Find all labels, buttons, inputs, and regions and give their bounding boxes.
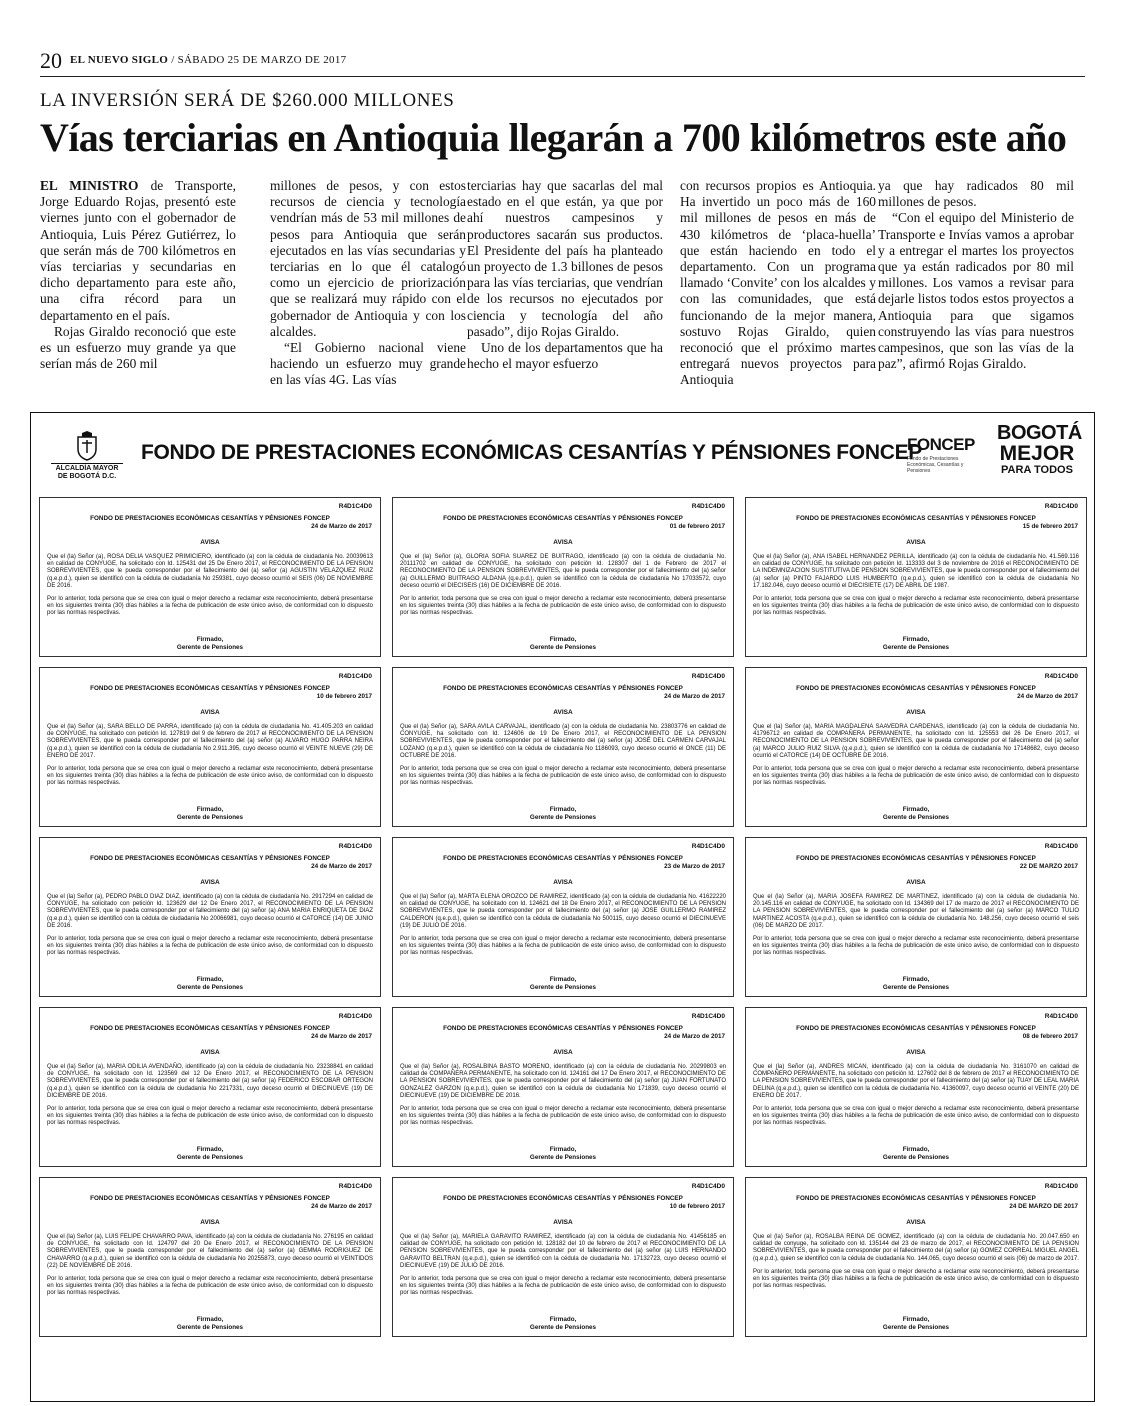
notice-card [392,1007,734,1167]
foncep-advertisement [30,412,1095,1402]
notice-card [745,837,1087,997]
notice-code: R4D1C4D0 [338,843,372,850]
signer-title: Gerente de Pensiones [882,1154,950,1161]
notice-text: Que el (la) Señor (a), SARA BELLO DE PARRA, identificado (a) con la cédula de ciudadanía No. 41.405.203 en calidad de CONYUGE, ha solicitado con petición Id. 127819 del 9 de febrero de 2017 el RECONOCIMIENTO DE LA PENSION SOBREVIVIENTES, que le pueda corresponder por el fallecimiento del (a) señor (a) ALVARO HUGO PARRA NEIRA (q.e.p.d.), quien se identificó con la cédula de ciudadanía No 2.911.395, cuyo deceso ocurrió el VEINTE NUEVE (29) DE ENERO DE 2017. [47,724,373,759]
notice-code: R4D1C4D0 [691,843,725,850]
page-header [40,48,1085,77]
notice-avisa: AVISA [200,1049,220,1056]
notice-text: Que el (la) Señor (a), ANA ISABEL HERNANDEZ PERILLA, identificado (a) con la cédula de ciudadanía No. 41.569.116 en calidad de CONYUGE, ha solicitado con petición Id. 113333 del 3 de noviembre de 2016 el RECONOCIMIENTO DE LA INDEMNIZACION SUSTITUTIVA DE PENSION SOBREVIVIENTES, que le pueda corresponder por el fallecimiento del (a) señor (a) PINTO FAJARDO LUIS HUMBERTO (q.e.p.d.), quien se identificó con la cédula de ciudadanía No 17.182.046, cuyo deceso ocurrió el DIECISIETE (17) DE ABRIL DE 1987. [753,554,1079,589]
notice-signature [393,1146,733,1162]
paragraph: Uno de los departamentos que ha hecho el mayor esfuerzo [467,340,663,372]
notice-closing: Por lo anterior, toda persona que se crea con igual o mejor derecho a reclamar este reconocimiento, deberá presentarse en los siguientes treinta (30) días hábiles a la fecha de publicación de este único aviso, de conformidad con lo dispuesto por las normas respectivas. [753,1268,1079,1290]
notice-body [400,1234,726,1304]
notice-code: R4D1C4D0 [1044,1013,1078,1020]
signed-label: Firmado, [549,1146,577,1153]
notice-date: 01 de febrero 2017 [669,523,725,530]
notice-avisa: AVISA [906,709,926,716]
notice-title: FONDO DE PRESTACIONES ECONÓMICAS CESANTÍAS Y PÉNSIONES FONCEP [90,515,330,522]
notice-date: 24 de Marzo de 2017 [664,1033,725,1040]
signed-label: Firmado, [902,976,930,983]
notice-title: FONDO DE PRESTACIONES ECONÓMICAS CESANTÍAS Y PÉNSIONES FONCEP [90,1025,330,1032]
notice-closing: Por lo anterior, toda persona que se crea con igual o mejor derecho a reclamar este reconocimiento, deberá presentarse en los siguientes treinta (30) días hábiles a la fecha de publicación de este único aviso, de conformidad con lo dispuesto por las normas respectivas. [400,596,726,617]
foncep-logo-text: FONCEP [907,435,975,454]
notice-text: Que el (la) Señor (a), GLORIA SOFIA SUAREZ DE BUITRAGO, identificado (a) con la cédula de ciudadanía No. 20111702 en calidad de CONYUGE, ha solicitado con petición Id. 128307 del 1 de Febrero de 2017 el RECONOCIMIENTO DE LA PENSION SOBREVIVIENTES, que le pueda corresponder por el fallecimiento del (a) señor (a) GUILLERMO BUITRAGO ALDANA (q.e.p.d.), quien se identificó con la cédula de ciudadanía No 17033572, cuyo deceso ocurrió el DIECISEIS (16) DE DICIEMBRE DE 2016. [400,554,726,589]
notice-body [753,1234,1079,1296]
notice-text: Que el (la) Señor (a), ROSALBINA BASTO MORENO, identificado (a) con la cédula de ciudadanía No. 20299803 en calidad de COMPAÑERA PERMANENTE, ha solicitado con Id. 124161 del 17 De Enero 2017, el RECONOCIMIENTO DE LA PENSION SOBREVIVIENTES, que le pueda corresponder por el fallecimiento del (a) señor (a) JUAN FORTUNATO GONZALEZ GARZON (q.e.p.d.), quien se identificó con la cédula de ciudadanía No 171839, cuyo deceso ocurrió el DIECINUEVE (19) DE DICIEMBRE DE 2016. [400,1064,726,1099]
signed-label: Firmado, [549,806,577,813]
notice-title: FONDO DE PRESTACIONES ECONÓMICAS CESANTÍAS Y PÉNSIONES FONCEP [796,855,1036,862]
notice-avisa: AVISA [200,1219,220,1226]
alcaldia-logo [51,431,123,481]
notice-signature [40,806,380,822]
notice-card [392,837,734,997]
notice-signature [40,636,380,652]
notice-title: FONDO DE PRESTACIONES ECONÓMICAS CESANTÍAS Y PÉNSIONES FONCEP [443,515,683,522]
paragraph: Rojas Giraldo reconoció que este es un esfuerzo muy grande ya que serían más de 260 mil [40,323,236,372]
notice-body [753,1064,1079,1134]
notice-signature [393,976,733,992]
signer-title: Gerente de Pensiones [529,644,597,651]
notice-title: FONDO DE PRESTACIONES ECONÓMICAS CESANTÍAS Y PÉNSIONES FONCEP [443,685,683,692]
notice-closing: Por lo anterior, toda persona que se crea con igual o mejor derecho a reclamar este reconocimiento, deberá presentarse en los siguientes treinta (30) días hábiles a la fecha de publicación de este único aviso, de conformidad con lo dispuesto por las normas respectivas. [400,936,726,957]
notice-card [39,667,381,827]
notice-code: R4D1C4D0 [691,1183,725,1190]
notice-card [39,1177,381,1337]
signed-label: Firmado, [196,976,224,983]
notice-date: 24 DE MARZO DE 2017 [1009,1203,1078,1210]
article-kicker: LA INVERSIÓN SERÁ DE $260.000 MILLONES [40,90,455,111]
notice-signature [746,976,1086,992]
notice-title: FONDO DE PRESTACIONES ECONÓMICAS CESANTÍAS Y PÉNSIONES FONCEP [90,685,330,692]
bogota-shield-icon [76,431,98,461]
paragraph: EL MINISTRO de Transporte, Jorge Eduardo Rojas, presentó este viernes junto con el gobernador de Antioquia, Luis Pérez Gutiérrez, lo que serán más de 700 kilómetros en vías terciarias y secundarias en dicho departamento para este año, una cifra récord para un departamento en el país. [40,178,236,323]
notice-date: 24 de Marzo de 2017 [664,693,725,700]
notice-closing: Por lo anterior, toda persona que se crea con igual o mejor derecho a reclamar este reconocimiento, deberá presentarse en los siguientes treinta (30) días hábiles a la fecha de publicación de este único aviso, de conformidad con lo dispuesto por las normas respectivas. [753,596,1079,617]
notice-title: FONDO DE PRESTACIONES ECONÓMICAS CESANTÍAS Y PÉNSIONES FONCEP [796,1195,1036,1202]
notice-closing: Por lo anterior, toda persona que se crea con igual o mejor derecho a reclamar este reconocimiento, deberá presentarse en los siguientes treinta (30) días hábiles a la fecha de publicación de este único aviso, de conformidad con lo dispuesto por las normas respectivas. [400,1276,726,1297]
notice-text: Que el (la) Señor (a), MARIA ODILIA AVENDAÑO, identificado (a) con la cédula de ciudadanía No. 23238841 en calidad de CONYUGE, ha solicitado con Id. 123569 del 12 De Enero 2017, el RECONOCIMIENTO DE LA PENSION SOBREVIVIENTES, que le pueda corresponder por el fallecimiento del (a) señor (a) FEDERICO ESCOBAR ORTEGON (q.e.p.d.), quien se identificó con la cédula de ciudadanía No 2217331, cuyo deceso ocurrió el DIECINUEVE (19) DE DICIEMBRE DE 2016. [47,1064,373,1099]
article-headline: Vías terciarias en Antioquia llegarán a 700 kilómetros este año [40,115,1067,160]
notice-avisa: AVISA [906,879,926,886]
notice-card [745,667,1087,827]
notice-date: 24 de Marzo de 2017 [311,523,372,530]
paper-name: EL NUEVO SIGLO [70,54,169,66]
notice-closing: Por lo anterior, toda persona que se crea con igual o mejor derecho a reclamar este reconocimiento, deberá presentarse en los siguientes treinta (30) días hábiles a la fecha de publicación de este único aviso, de conformidad con lo dispuesto por las normas respectivas. [400,766,726,787]
foncep-logo-sub: Fondo de Prestaciones Económicas, Cesantías y Pensiones [907,456,964,474]
notice-card [39,497,381,657]
notice-body [753,894,1079,964]
paragraph: ya que hay radicados 80 mil millones de pesos. [878,178,1074,210]
notice-avisa: AVISA [553,539,573,546]
signer-title: Gerente de Pensiones [882,984,950,991]
signed-label: Firmado, [902,636,930,643]
notice-card [392,1177,734,1337]
article-body [40,178,1085,388]
notice-avisa: AVISA [553,879,573,886]
signer-title: Gerente de Pensiones [529,984,597,991]
notice-avisa: AVISA [200,539,220,546]
notice-code: R4D1C4D0 [691,503,725,510]
notice-code: R4D1C4D0 [1044,503,1078,510]
notice-signature [393,636,733,652]
issue-date: / SÁBADO 25 DE MARZO DE 2017 [171,54,347,66]
article-column-5 [878,178,1074,372]
ad-title: FONDO DE PRESTACIONES ECONÓMICAS CESANTÍAS Y PÉNSIONES FONCEP [141,441,922,464]
notice-body [400,724,726,794]
notice-card [392,667,734,827]
notice-text: Que el (la) Señor (a), MARIELA GARAVITO RAMIREZ, identificado (a) con la cédula de ciudadanía No. 41456185 en calidad de CONYUGE, ha solicitado con petición Id. 128182 del 10 de febrero de 2017 el RECONOCIMIENTO DE LA PENSION SOBREVIVIENTES, que le pueda corresponder por el fallecimiento del (a) señor (a) LUIS HERNANDO GARAVITO BELTRAN (q.e.p.d.), quien se identificó con la cédula de ciudadanía No. 17132723, cuyo deceso ocurrió el DIECINUEVE (19) DE JULIO DE 2016. [400,1234,726,1269]
signer-title: Gerente de Pensiones [176,644,244,651]
notice-text: Que el (la) Señor (a), ANDRES MICAN, identificado (a) con la cédula de ciudadanía No. 3161070 en calidad de COMPAÑERO PERMANENTE, ha solicitado con petición Id. 127602 del 8 de febrero de 2017 el RECONOCIMIENTO DE LA PENSION SOBREVIVIENTES, que le pueda corresponder por el fallecimiento del (a) señor (a) TUAY DE LEAL MARIA DELINA (q.e.p.d.), quien se identificó con la cédula de ciudadanía No. 41360097, cuyo deceso ocurrió el VEINTE (20) DE ENERO DE 2017. [753,1064,1079,1099]
notice-body [47,1234,373,1304]
notice-code: R4D1C4D0 [1044,1183,1078,1190]
signer-title: Gerente de Pensiones [529,1154,597,1161]
notice-date: 24 de Marzo de 2017 [311,1033,372,1040]
notice-closing: Por lo anterior, toda persona que se crea con igual o mejor derecho a reclamar este reconocimiento, deberá presentarse en los siguientes treinta (30) días hábiles a la fecha de publicación de este único aviso, de conformidad con lo dispuesto por las normas respectivas. [753,936,1079,957]
notice-body [400,554,726,624]
notice-text: Que el (la) Señor (a), SARA AVILA CARVAJAL, identificado (a) con la cédula de ciudadanía No. 23803776 en calidad de CONYUGE, ha solicitado con Id. 124606 de 19 De Enero 2017, el RECONOCIMIENTO DE LA PENSION SOBREVIVIENTES, que le pueda corresponder por el fallecimiento del (a) señor (a) JOSÉ DEL CARMEN CARVAJAL LOZANO (q.e.p.d.), quien se identificó con la cédula de ciudadanía No 1186093, cuyo deceso ocurrió el ONCE (11) DE OCTUBRE DE 2016. [400,724,726,759]
signed-label: Firmado, [549,636,577,643]
notice-text: Que el (la) Señor (a), LUIS FELIPE CHAVARRO PAVA, identificado (a) con la cédula de ciudadanía No. 276195 en calidad de CONYUGE, ha solicitado con Id. 124797 del 20 De Enero 2017, el RECONOCIMIENTO DE LA PENSION SOBREVIVIENTES, que le pueda corresponder por el fallecimiento del (a) señor (a) GEMMA RODRIGUEZ DE CHAVARRO (q.e.p.d.), quien se identificó con la cédula de ciudadanía No 20255873, cuyo deceso ocurrió el VEINTIDOS (22) DE NOVIEMBRE DE 2016. [47,1234,373,1269]
notice-signature [40,976,380,992]
notice-title: FONDO DE PRESTACIONES ECONÓMICAS CESANTÍAS Y PÉNSIONES FONCEP [796,515,1036,522]
notice-text: Que el (la) Señor (a), ROSA DELIA VASQUEZ PRIMICIERO, identificado (a) con la cédula de ciudadanía No. 20039613 en calidad de CONYUGE, ha solicitado con Id. 125431 del 25 De Enero 2017, el RECONOCIMIENTO DE LA PENSION SOBREVIVIENTES, que le pueda corresponder por el fallecimiento del (a) señor (a) AGUSTIN VELAZQUEZ RUIZ (q.e.p.d.), quien se identificó con la cédula de ciudadanía No 259381, cuyo deceso ocurrió el SEIS (06) DE NOVIEMBRE DE 2016. [47,554,373,589]
notice-text: Que el (la) Señor (a), ROSALBA REINA DE GOMEZ, identificado (a) con la cédula de ciudadanía No. 20.047.650 en calidad de conyuge, ha solicitado con Id. 135144 del 23 de marzo de 2017, el RECONOCIMIENTO DE LA PENSION SOBREVIVIENTES, que le pueda corresponder por el fallecimiento del (a) señor (a) GOMEZ CORREAL MIGUEL ANGEL (q.e.p.d.), quien se identificó con la cédula de ciudadanía No. 144.065, cuyo deceso ocurrió el seis (06) de marzo de 2017. [753,1234,1079,1262]
notice-card [745,1177,1087,1337]
signed-label: Firmado, [902,806,930,813]
page-number: 20 [40,48,62,73]
lead-word: EL MINISTRO [40,178,139,193]
notice-body [47,894,373,964]
signed-label: Firmado, [902,1316,930,1323]
notice-title: FONDO DE PRESTACIONES ECONÓMICAS CESANTÍAS Y PÉNSIONES FONCEP [443,1025,683,1032]
notice-body [400,1064,726,1134]
notice-avisa: AVISA [906,1219,926,1226]
masthead [70,54,346,66]
paragraph: “El Gobierno nacional viene haciendo un esfuerzo muy grande en las vías 4G. Las vías [270,340,466,388]
notice-card [39,837,381,997]
notice-avisa: AVISA [906,539,926,546]
notice-card [392,497,734,657]
signer-title: Gerente de Pensiones [529,1324,597,1331]
signed-label: Firmado, [902,1146,930,1153]
notice-closing: Por lo anterior, toda persona que se crea con igual o mejor derecho a reclamar este reconocimiento, deberá presentarse en los siguientes treinta (30) días hábiles a la fecha de publicación de este único aviso, de conformidad con lo dispuesto por las normas respectivas. [400,1106,726,1127]
signed-label: Firmado, [196,636,224,643]
notice-body [47,554,373,624]
notice-avisa: AVISA [200,879,220,886]
notice-date: 22 DE MARZO 2017 [1019,863,1078,870]
notice-title: FONDO DE PRESTACIONES ECONÓMICAS CESANTÍAS Y PÉNSIONES FONCEP [443,1195,683,1202]
notice-card [39,1007,381,1167]
notice-body [753,554,1079,624]
notice-date: 10 de febrero 2017 [669,1203,725,1210]
notice-avisa: AVISA [553,1049,573,1056]
signed-label: Firmado, [549,1316,577,1323]
notice-body [400,894,726,964]
notice-closing: Por lo anterior, toda persona que se crea con igual o mejor derecho a reclamar este reconocimiento, deberá presentarse en los siguientes treinta (30) días hábiles a la fecha de publicación de este único aviso, de conformidad con lo dispuesto por las normas respectivas. [753,1106,1079,1127]
paragraph: “Con el equipo del Ministerio de Transporte e Invías vamos a aprobar y a entregar el martes los proyectos que ya están radicados por 80 mil millones. Los vamos a revisar para dejarle listos todos estos proyectos a Antioquia para que sigamos construyendo las vías para nuestros campesinos, que son las vías de la paz”, afirmó Rojas Giraldo. [878,210,1074,372]
notice-closing: Por lo anterior, toda persona que se crea con igual o mejor derecho a reclamar este reconocimiento, deberá presentarse en los siguientes treinta (30) días hábiles a la fecha de publicación de este único aviso, de conformidad con lo dispuesto por las normas respectivas. [47,1106,373,1127]
foncep-logo [907,435,987,474]
notice-signature [746,806,1086,822]
notice-date: 24 de Marzo de 2017 [311,863,372,870]
notice-code: R4D1C4D0 [338,673,372,680]
notice-text: Que el (la) Señor (a), MARIA JOSEFA RAMIREZ DE MARTINEZ, identificado (a) con la cédula de ciudadanía No. 20.145.116 en calidad de CONYUGE, ha solicitado con Id. 134369 del 17 de marzo de 2017 el RECONOCIMIENTO DE LA PENSION SOBREVIVIENTES, que le pueda corresponder por el fallecimiento del (a) señor (a) MARCO TULIO MARTINEZ ACOSTA (q.e.p.d.), quien se identificó con la cédula de ciudadanía No. 148.256, cuyo deceso ocurrió el seis (06) DE MARZO DE 2017. [753,894,1079,929]
notice-date: 24 de Marzo de 2017 [1017,693,1078,700]
notice-avisa: AVISA [906,1049,926,1056]
signed-label: Firmado, [196,1146,224,1153]
notice-body [47,724,373,794]
notice-body [47,1064,373,1134]
notice-card [745,497,1087,657]
notice-code: R4D1C4D0 [1044,673,1078,680]
notice-code: R4D1C4D0 [338,1183,372,1190]
notice-code: R4D1C4D0 [338,503,372,510]
notice-avisa: AVISA [553,1219,573,1226]
notice-title: FONDO DE PRESTACIONES ECONÓMICAS CESANTÍAS Y PÉNSIONES FONCEP [796,1025,1036,1032]
paragraph: terciarias hay que sacarlas del mal estado en el que están, ya que por ahí nuestros campesinos y productores sacarán sus productos. El Presidente del país ha planteado un proyecto de 1.3 billones de pesos para las vías terciarias, que vendrían de los recursos no ejecutados por ciencia y tecnología del año pasado”, dijo Rojas Giraldo. [467,178,663,339]
signer-title: Gerente de Pensiones [882,644,950,651]
article-column-1 [40,178,236,372]
notice-text: Que el (la) Señor (a), MARTA ELENA OROZCO DE RAMIREZ, identificado (a) con la cédula de ciudadanía No. 41622220 en calidad de CONYUGE, ha solicitado con Id. 124621 del 18 De Enero 2017, el RECONOCIMIENTO DE LA PENSION SOBREVIVIENTES, que le pueda corresponder por el fallecimiento del (a) señor (a) JOSE GUILLERMO RAMIREZ CALDERON (q.e.p.d.), quien se identificó con la cédula de ciudadanía No 500115, cuyo deceso ocurrió el DIECINUEVE (19) DE JULIO DE 2016. [400,894,726,929]
notice-date: 10 de febrero 2017 [316,693,372,700]
notice-body [753,724,1079,794]
notice-avisa: AVISA [553,709,573,716]
notice-signature [746,1316,1086,1332]
signed-label: Firmado, [196,806,224,813]
signed-label: Firmado, [549,976,577,983]
notice-code: R4D1C4D0 [691,1013,725,1020]
signer-title: Gerente de Pensiones [176,1324,244,1331]
notice-closing: Por lo anterior, toda persona que se crea con igual o mejor derecho a reclamar este reconocimiento, deberá presentarse en los siguientes treinta (30) días hábiles a la fecha de publicación de este único aviso, de conformidad con lo dispuesto por las normas respectivas. [753,766,1079,787]
article-column-3 [467,178,663,372]
notice-date: 24 de Marzo de 2017 [311,1203,372,1210]
notice-text: Que el (la) Señor (a), PEDRO PABLO DIAZ DIAZ, identificado (a) con la cédula de ciudadanía No. 2917294 en calidad de CONYUGE, ha solicitado con petición Id. 123629 del 12 De Enero 2017, el RECONOCIMIENTO DE LA PENSION SOBREVIVIENTES, que le pueda corresponder por el fallecimiento del (a) señor (a) ANA MARIA ENRIQUETA DE DIAZ (q.e.p.d.), quien se identificó con la cédula de ciudadanía No 20066981, cuyo deceso ocurrió el CATORCE (14) DE JUNIO DE 2016. [47,894,373,929]
notice-code: R4D1C4D0 [338,1013,372,1020]
notice-text: Que el (la) Señor (a), MARIA MAGDALENA SAAVEDRA CARDENAS, identificado (a) con la cédula de ciudadanía No. 41796712 en calidad de COMPAÑERA PERMANENTE, ha solicitado con Id. 125553 del 26 De Enero 2017, el RECONOCIMIENTO DE LA PENSION SOBREVIVIENTES, que le pueda corresponder por el fallecimiento del (a) señor (a) MARCO JULIO RUIZ SILVA (q.e.p.d.), quien se identificó con la cédula de ciudadanía No 17148682, cuyo deceso ocurrió el CATORCE (14) DE OCTUBRE DE 2016. [753,724,1079,759]
notice-signature [393,806,733,822]
notice-closing: Por lo anterior, toda persona que se crea con igual o mejor derecho a reclamar este reconocimiento, deberá presentarse en los siguientes treinta (30) días hábiles a la fecha de publicación de este único aviso, de conformidad con lo dispuesto por las normas respectivas. [47,596,373,617]
signed-label: Firmado, [196,1316,224,1323]
signer-title: Gerente de Pensiones [176,814,244,821]
notice-closing: Por lo anterior, toda persona que se crea con igual o mejor derecho a reclamar este reconocimiento, deberá presentarse en los siguientes treinta (30) días hábiles a la fecha de publicación de este único aviso, de conformidad con lo dispuesto por las normas respectivas. [47,766,373,787]
ad-header [31,413,1094,493]
notice-card [745,1007,1087,1167]
notice-code: R4D1C4D0 [1044,843,1078,850]
signer-title: Gerente de Pensiones [176,1154,244,1161]
signer-title: Gerente de Pensiones [882,814,950,821]
notice-date: 08 de febrero 2017 [1022,1033,1078,1040]
article-column-2 [270,178,466,389]
notice-closing: Por lo anterior, toda persona que se crea con igual o mejor derecho a reclamar este reconocimiento, deberá presentarse en los siguientes treinta (30) días hábiles a la fecha de publicación de este único aviso, de conformidad con lo dispuesto por las normas respectivas. [47,936,373,957]
notice-signature [40,1316,380,1332]
notice-title: FONDO DE PRESTACIONES ECONÓMICAS CESANTÍAS Y PÉNSIONES FONCEP [90,1195,330,1202]
alcaldia-text: ALCALDÍA MAYOR DE BOGOTÁ D.C. [51,463,123,481]
notice-signature [746,1146,1086,1162]
notice-signature [40,1146,380,1162]
notice-title: FONDO DE PRESTACIONES ECONÓMICAS CESANTÍAS Y PÉNSIONES FONCEP [443,855,683,862]
notice-date: 15 de febrero 2017 [1022,523,1078,530]
notice-signature [746,636,1086,652]
notice-closing: Por lo anterior, toda persona que se crea con igual o mejor derecho a reclamar este reconocimiento, deberá presentarse en los siguientes treinta (30) días hábiles a la fecha de publicación de este único aviso, de conformidad con lo dispuesto por las normas respectivas. [47,1276,373,1297]
signer-title: Gerente de Pensiones [529,814,597,821]
notice-date: 23 de Marzo de 2017 [664,863,725,870]
notice-avisa: AVISA [200,709,220,716]
notice-signature [393,1316,733,1332]
paragraph: millones de pesos, y con estos recursos de ciencia y tecnología vendrían más de 53 mil millones de pesos para Antioquia que serán ejecutados en las vías secundarias y terciarias en lo que él catalogó como un ejercicio de priorización que se realizará muy rápido con el gobernador de Antioquia y con los alcaldes. [270,178,466,339]
article-column-4 [680,178,876,389]
notice-code: R4D1C4D0 [691,673,725,680]
bogota-mejor-logo: BOGOTÁ MEJOR PARA TODOS [997,422,1082,476]
notice-title: FONDO DE PRESTACIONES ECONÓMICAS CESANTÍAS Y PÉNSIONES FONCEP [796,685,1036,692]
notice-title: FONDO DE PRESTACIONES ECONÓMICAS CESANTÍAS Y PÉNSIONES FONCEP [90,855,330,862]
signer-title: Gerente de Pensiones [882,1324,950,1331]
paragraph: con recursos propios es Antioquia. Ha invertido un poco más de 160 mil millones de pesos en más de 430 kilómetros de ‘placa-huella’ que están haciendo en todo el departamento. Con un programa llamado ‘Convite’ con los alcaldes y con las comunidades, que está funcionando de la mejor manera, sostuvo Rojas Giraldo, quien reconoció que el próximo martes entregará nuevos proyectos para Antioquia [680,178,876,388]
signer-title: Gerente de Pensiones [176,984,244,991]
